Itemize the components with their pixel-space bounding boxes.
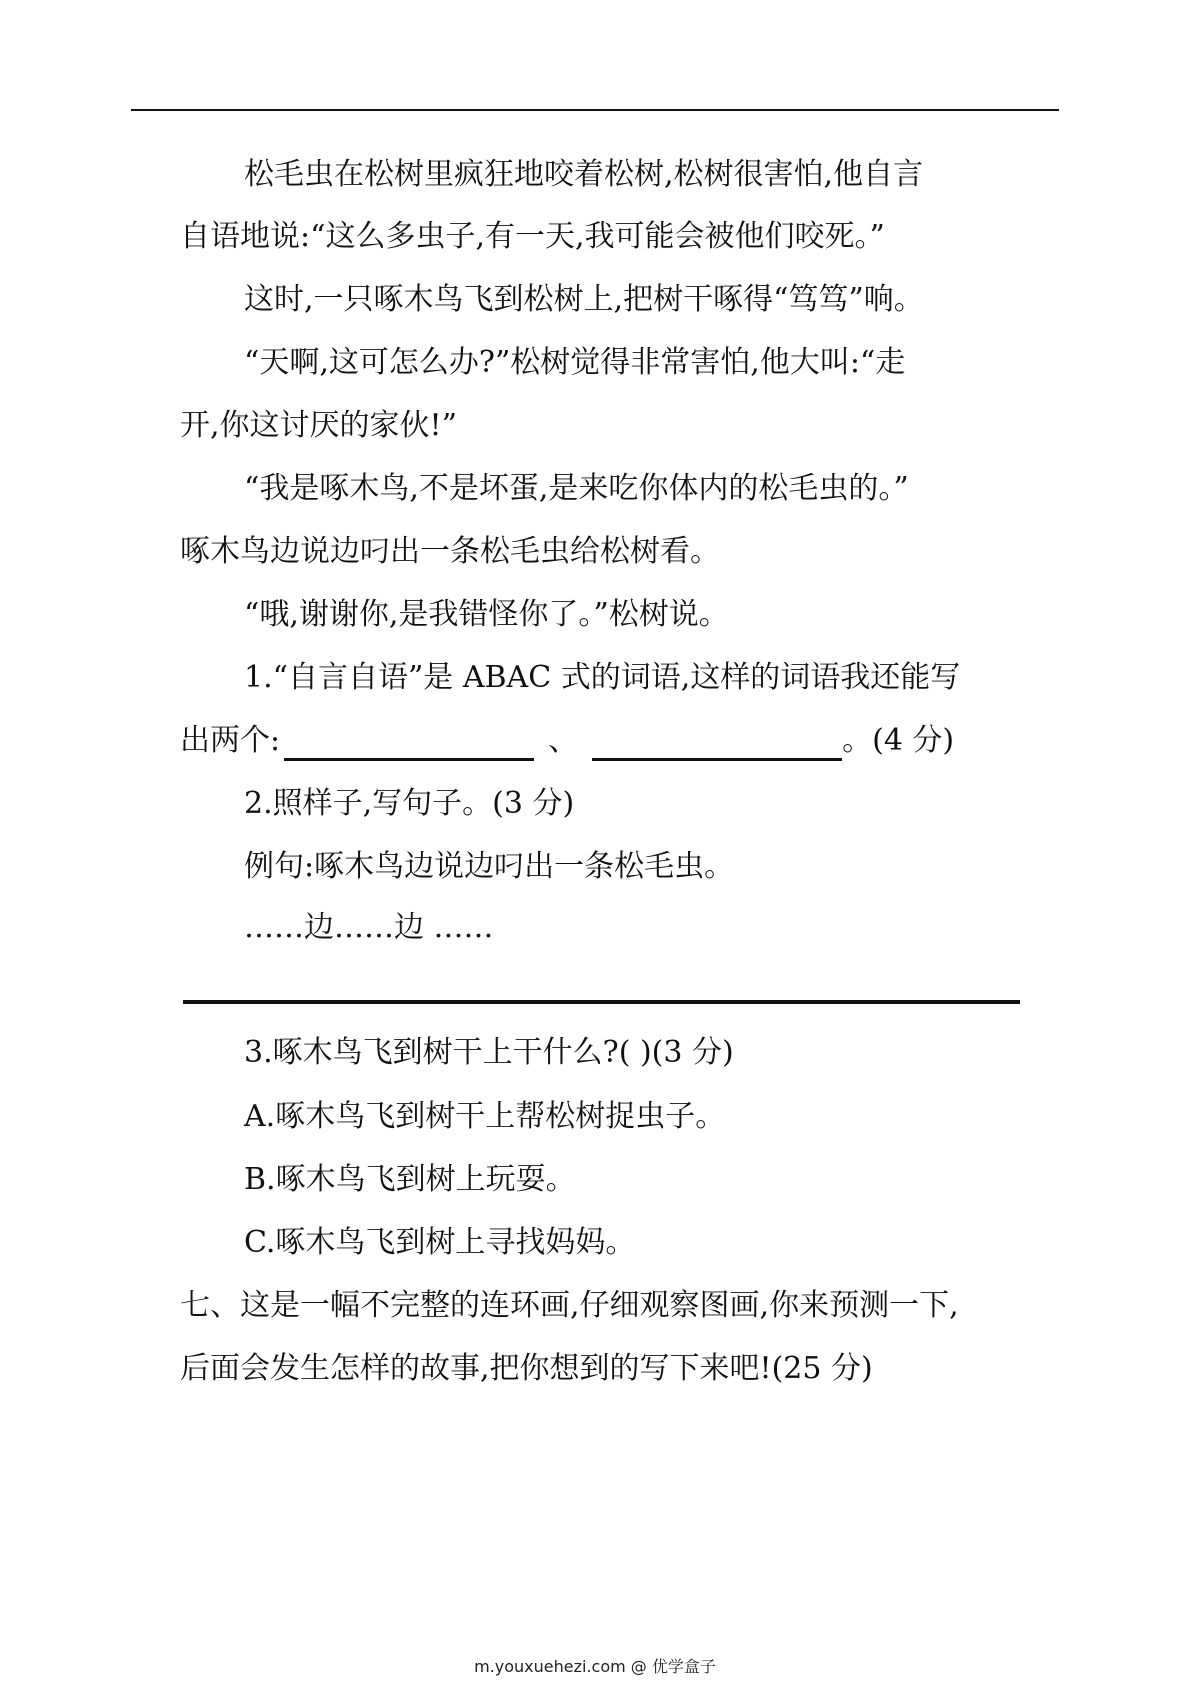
question-2-title: 2.照样子,写句子。(3 分) (244, 786, 575, 821)
question-3-option-c: C.啄木鸟飞到树上寻找妈妈。 (244, 1225, 636, 1260)
passage-line: 啄木鸟边说边叼出一条松毛虫给松树看。 (180, 534, 720, 569)
passage-line: 开,你这讨厌的家伙!” (180, 408, 457, 443)
question-3-option-a: A.啄木鸟飞到树干上帮松树捉虫子。 (244, 1099, 726, 1134)
answer-blank-2[interactable] (592, 728, 842, 761)
answer-blank-1[interactable] (284, 728, 534, 761)
passage-line: “天啊,这可怎么办?”松树觉得非常害怕,他大叫:“走 (244, 345, 906, 380)
question-3-option-b: B.啄木鸟飞到树上玩耍。 (244, 1162, 576, 1197)
passage-line: 自语地说:“这么多虫子,有一天,我可能会被他们咬死。” (180, 219, 885, 254)
header-rule (131, 109, 1059, 111)
blank-separator: 、 (548, 723, 579, 758)
passage-line: “我是啄木鸟,不是坏蛋,是来吃你体内的松毛虫的。” (244, 471, 909, 506)
question-1-answer-row (180, 721, 1080, 761)
section-7-heading-continued: 后面会发生怎样的故事,把你想到的写下来吧!(25 分) (180, 1351, 873, 1386)
answer-line[interactable] (183, 1000, 1020, 1004)
footer-watermark: m.youxuehezi.com @ 优学盒子 (474, 1657, 716, 1676)
question-2-example: 例句:啄木鸟边说边叼出一条松毛虫。 (244, 849, 735, 884)
passage-line: 这时,一只啄木鸟飞到松树上,把树干啄得“笃笃”响。 (244, 282, 924, 317)
question-1-prompt: 1.“自言自语”是 ABAC 式的词语,这样的词语我还能写 (244, 660, 961, 695)
question-1-score: 。(4 分) (842, 723, 955, 758)
question-1-prefix: 出两个: (180, 723, 281, 758)
passage-line: “哦,谢谢你,是我错怪你了。”松树说。 (244, 597, 729, 632)
section-7-heading: 七、这是一幅不完整的连环画,仔细观察图画,你来预测一下, (180, 1288, 959, 1323)
question-3-title: 3.啄木鸟飞到树干上干什么?( )(3 分) (244, 1035, 734, 1070)
question-2-pattern: ……边……边 …… (244, 910, 494, 945)
passage-line: 松毛虫在松树里疯狂地咬着松树,松树很害怕,他自言 (244, 157, 924, 192)
